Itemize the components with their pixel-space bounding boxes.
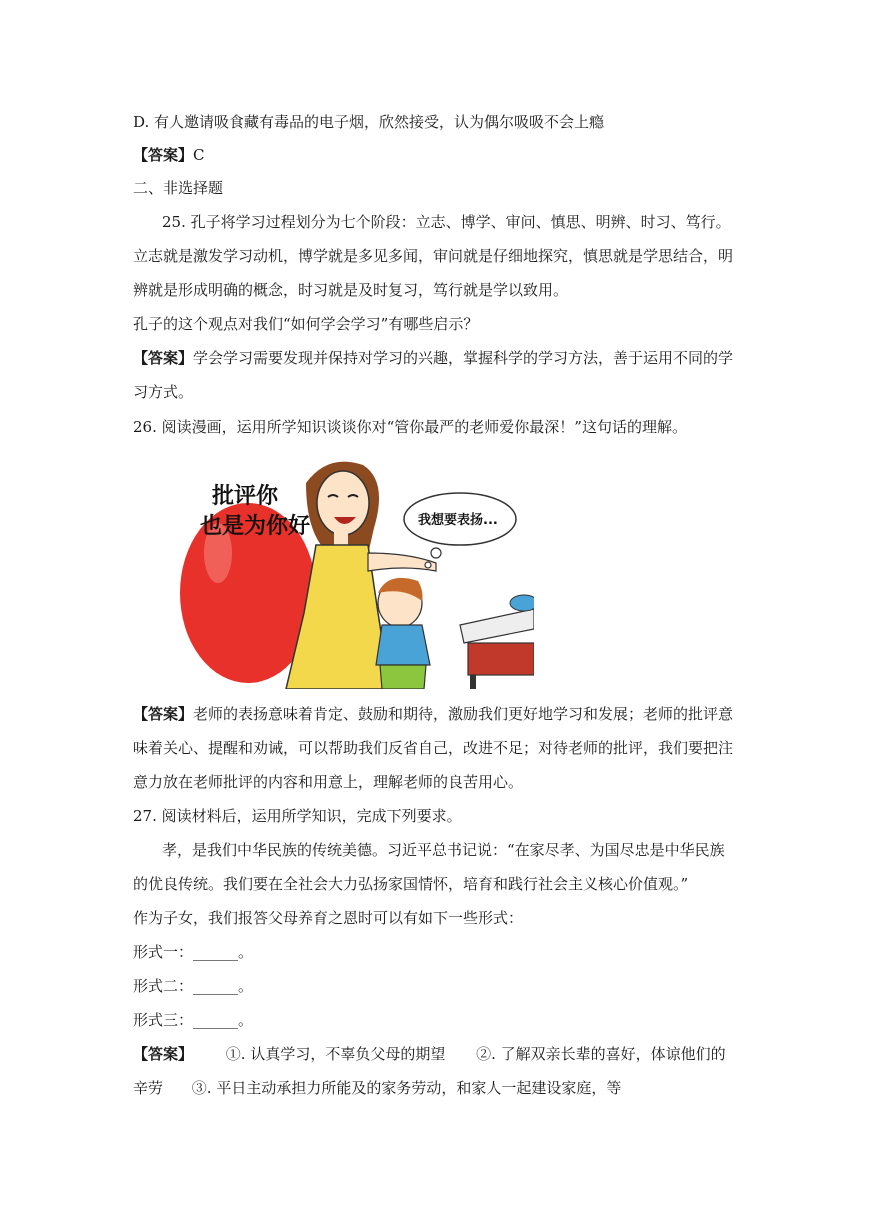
answer-27-line-2: [133, 1078, 621, 1098]
answer-text: 老师的表扬意味着肯定、鼓励和期待，激励我们更好地学习和发展；老师的批评意: [193, 705, 734, 723]
answer-27-line-1: [133, 1044, 726, 1064]
q27: 27. 阅读材料后，运用所学知识，完成下列要求。: [133, 807, 462, 825]
q26: 26. 阅读漫画，运用所学知识谈谈你对“管你最严的老师爱你最深！”这句话的理解。: [133, 418, 687, 436]
answer-text: 学会学习需要发现并保持对学习的兴趣，掌握科学的学习方法，善于运用不同的学: [193, 349, 734, 367]
answer-tag: 【答案】: [133, 705, 194, 723]
answer-27-point-2-cont: 辛劳: [133, 1079, 164, 1097]
section-heading: 二、非选择题: [133, 179, 224, 197]
answer-25-line-1: [133, 348, 733, 368]
speech-line-1: 批评你: [212, 484, 279, 509]
answer-26-line-3: 意力放在老师批评的内容和用意上，理解老师的良苦用心。: [133, 773, 524, 791]
boy-pants: [380, 665, 426, 689]
form-3: 形式三：______。: [133, 1011, 254, 1029]
answer-25-line-2: 习方式。: [133, 383, 194, 401]
q27-material-1: 孝，是我们中华民族的传统美德。习近平总书记说：“在家尽孝、为国尽忠是中华民族: [162, 841, 725, 859]
q25-line-4: 孔子的这个观点对我们“如何学会学习”有哪些启示？: [133, 315, 479, 333]
answer-27-point-3: ③. 平日主动承担力所能及的家务劳动，和家人一起建设家庭，等: [191, 1079, 622, 1097]
answer-tag: 【答案】: [133, 349, 194, 367]
answer-27-point-2: ②. 了解双亲长辈的喜好，体谅他们的: [476, 1045, 726, 1063]
answer-26-line-1: [133, 704, 733, 724]
speech-line-2: 也是为你好: [200, 514, 311, 539]
answer-24: [133, 145, 205, 165]
thought-text: 我想要表扬...: [418, 513, 498, 528]
answer-27-point-1: ①. 认真学习，不辜负父母的期望: [225, 1045, 446, 1063]
q27-material-3: 作为子女，我们报答父母养育之恩时可以有如下一些形式：: [133, 909, 524, 927]
q25-line-3: 辨就是形成明确的概念，时习就是及时复习，笃行就是学以致用。: [133, 281, 569, 299]
q25-line-1: 25. 孔子将学习过程划分为七个阶段：立志、博学、审问、慎思、明辨、时习、笃行。: [162, 213, 731, 231]
option-d: D. 有人邀请吸食藏有毒品的电子烟，欣然接受，认为偶尔吸吸不会上瘾: [133, 113, 605, 131]
q27-material-2: 的优良传统。我们要在全社会大力弘扬家国情怀，培育和践行社会主义核心价值观。”: [133, 875, 689, 893]
answer-tag: 【答案】: [133, 1045, 194, 1063]
answer-value: C: [193, 146, 205, 164]
desk: [460, 609, 534, 643]
boy-shirt: [376, 625, 430, 665]
answer-26-line-2: 味着关心、提醒和劝诫，可以帮助我们反省自己，改进不足；对待老师的批评，我们要把注: [133, 739, 734, 757]
answer-tag: 【答案】: [133, 146, 194, 164]
teacher-student-cartoon: [178, 453, 534, 689]
q25-line-2: 立志就是激发学习动机，博学就是多见多闻，审问就是仔细地探究，慎思就是学思结合，明: [133, 247, 734, 265]
form-1: 形式一：______。: [133, 943, 254, 961]
form-2: 形式二：______。: [133, 977, 254, 995]
